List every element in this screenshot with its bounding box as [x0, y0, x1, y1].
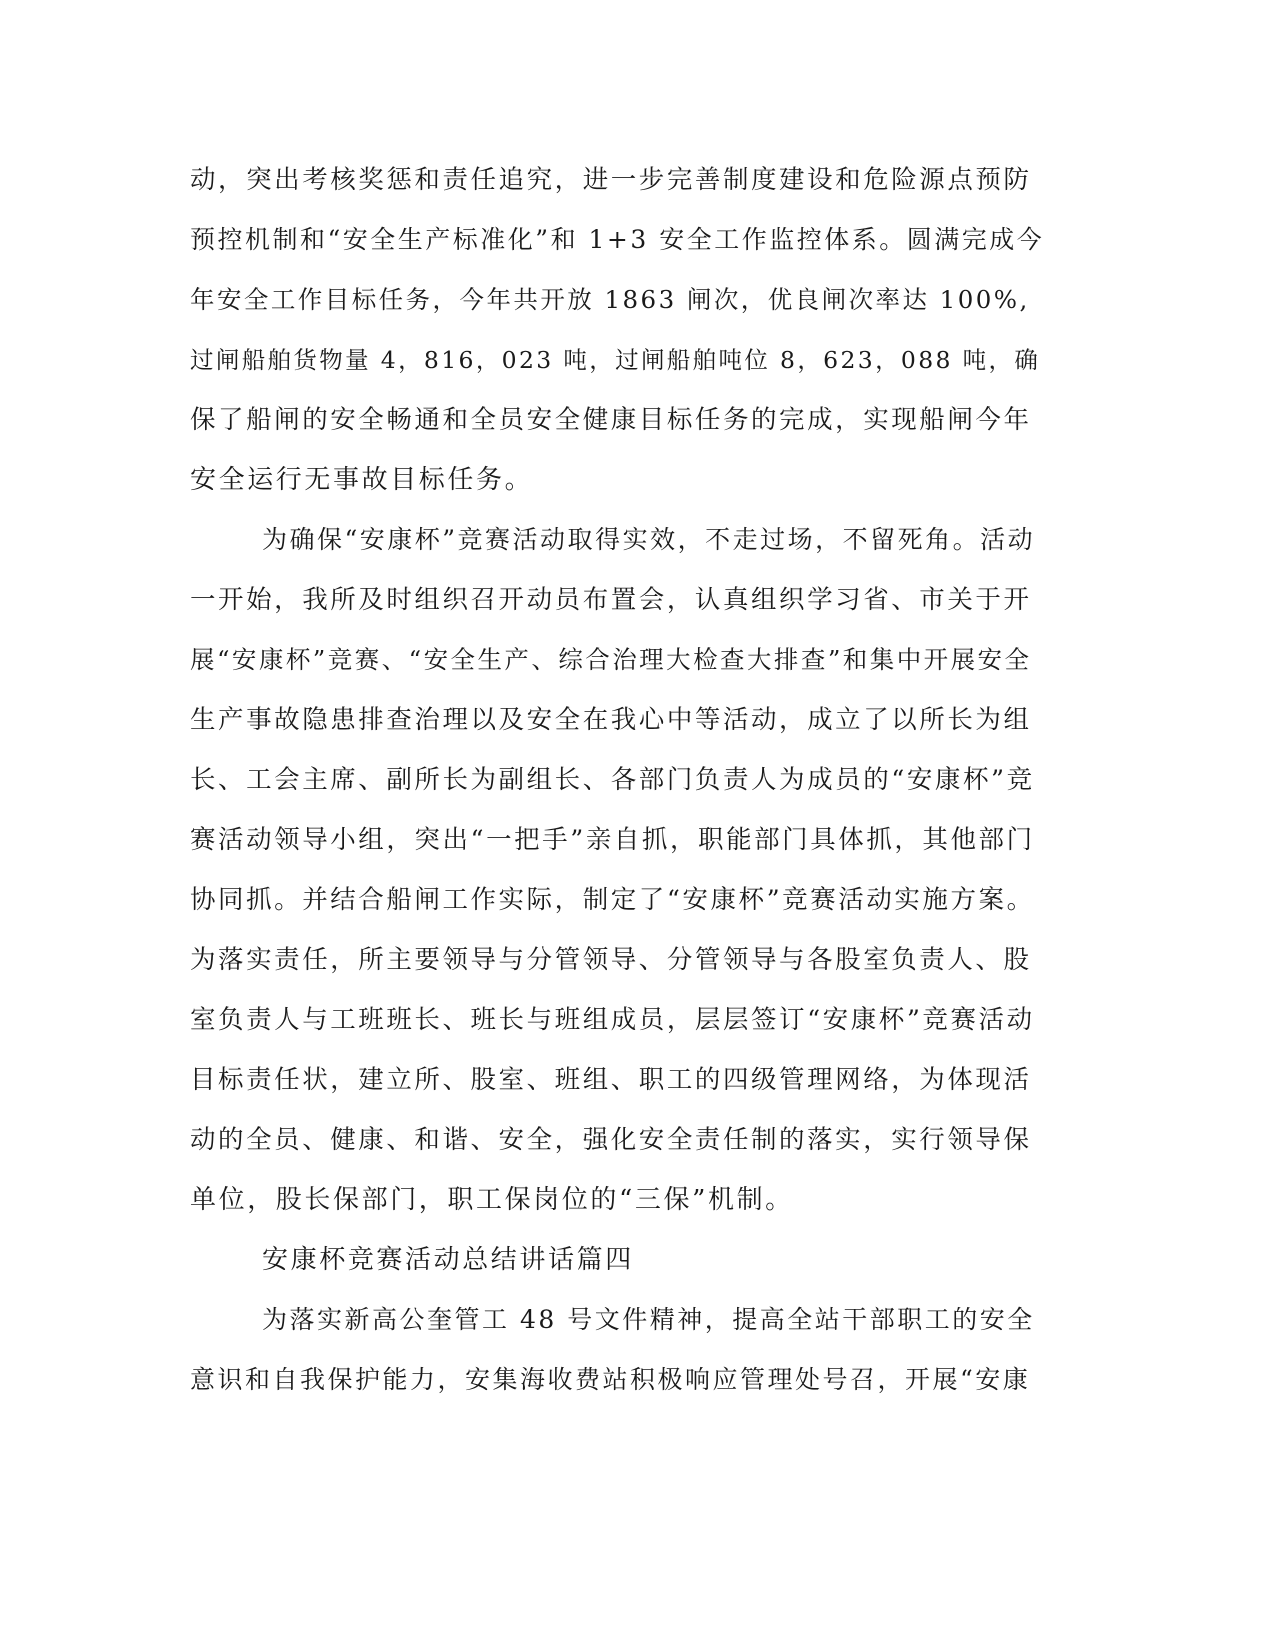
text-line: 安全运行无事故目标任务。	[190, 465, 534, 495]
text-line: 年安全工作目标任务，今年共开放 1863 闸次，优良闸次率达 100%,	[190, 285, 1030, 314]
text-line: 赛活动领导小组，突出“一把手”亲自抓，职能部门具体抓，其他部门	[190, 825, 1035, 855]
text-line: 协同抓。并结合船闸工作实际，制定了“安康杯”竞赛活动实施方案。	[190, 885, 1035, 915]
text-line: 过闸船舶货物量 4，816，023 吨，过闸船舶吨位 8，623，088 吨，确	[190, 346, 1041, 374]
text-line: 目标责任状，建立所、股室、班组、职工的四级管理网络，为体现活	[190, 1065, 1032, 1095]
text-line: 为确保“安康杯”竞赛活动取得实效，不走过场，不留死角。活动	[262, 525, 1036, 554]
section-heading: 安康杯竞赛活动总结讲话篇四	[262, 1245, 634, 1275]
text-line: 动的全员、健康、和谐、安全，强化安全责任制的落实，实行领导保	[190, 1125, 1032, 1155]
text-line: 一开始，我所及时组织召开动员布置会，认真组织学习省、市关于开	[190, 585, 1032, 615]
text-line: 动，突出考核奖惩和责任追究，进一步完善制度建设和危险源点预防	[190, 165, 1032, 195]
text-line: 展“安康杯”竞赛、“安全生产、综合治理大检查大排查”和集中开展安全	[190, 645, 1032, 674]
text-line: 室负责人与工班班长、班长与班组成员，层层签订“安康杯”竞赛活动	[190, 1005, 1035, 1035]
text-line: 长、工会主席、副所长为副组长、各部门负责人为成员的“安康杯”竞	[190, 765, 1035, 795]
text-line: 预控机制和“安全生产标准化”和 1+3 安全工作监控体系。圆满完成今	[190, 225, 1045, 254]
text-line: 意识和自我保护能力，安集海收费站积极响应管理处号召，开展“安康	[190, 1365, 1031, 1394]
text-line: 生产事故隐患排查治理以及安全在我心中等活动，成立了以所长为组	[190, 705, 1032, 735]
text-line: 保了船闸的安全畅通和全员安全健康目标任务的完成，实现船闸今年	[190, 405, 1032, 435]
text-line: 为落实责任，所主要领导与分管领导、分管领导与各股室负责人、股	[190, 945, 1032, 975]
text-line: 单位，股长保部门，职工保岗位的“三保”机制。	[190, 1185, 794, 1215]
text-line: 为落实新高公奎管工 48 号文件精神，提高全站干部职工的安全	[262, 1305, 1035, 1334]
